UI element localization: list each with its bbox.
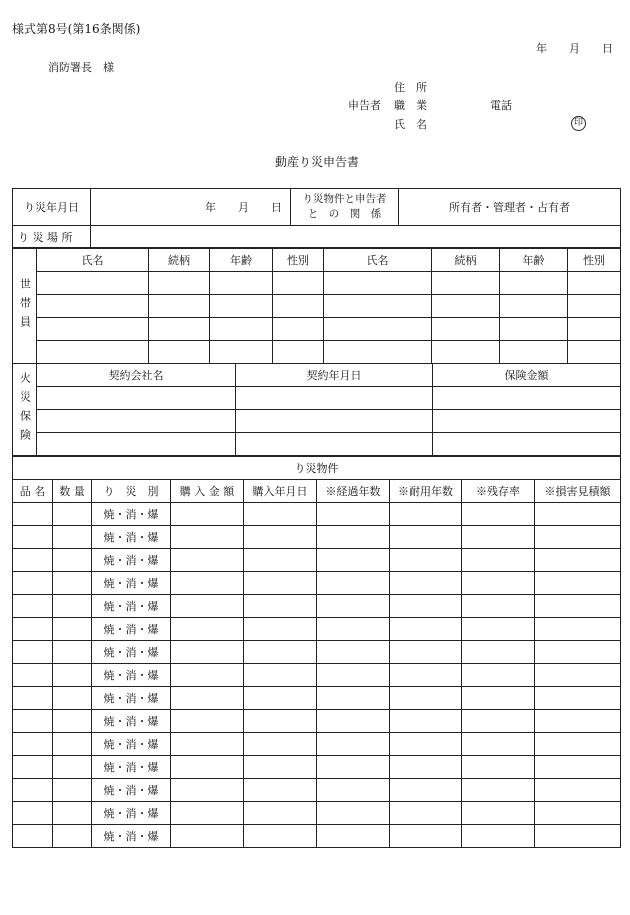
- household-cell[interactable]: [324, 318, 432, 341]
- household-cell[interactable]: [432, 272, 500, 295]
- household-cell[interactable]: [273, 318, 324, 341]
- insurance-row: [13, 433, 621, 456]
- items-cell[interactable]: [53, 572, 92, 595]
- items-cell[interactable]: [13, 664, 53, 687]
- items-row: [13, 526, 621, 549]
- household-cell[interactable]: [273, 341, 324, 364]
- items-cell[interactable]: [13, 825, 53, 848]
- damage-type-cell[interactable]: 焼・消・爆: [92, 526, 171, 549]
- items-cell[interactable]: [462, 641, 535, 664]
- household-cell[interactable]: [432, 295, 500, 318]
- household-cell[interactable]: [432, 318, 500, 341]
- items-cell[interactable]: [390, 825, 462, 848]
- items-cell[interactable]: [535, 572, 621, 595]
- declarant-label: 申告者: [348, 99, 381, 112]
- damage-type-cell[interactable]: 焼・消・爆: [92, 503, 171, 526]
- household-header: 性別: [568, 249, 621, 272]
- items-cell[interactable]: [535, 825, 621, 848]
- household-row: [13, 318, 621, 341]
- items-row: [13, 687, 621, 710]
- date-line: 年 月 日: [536, 42, 613, 55]
- items-cell[interactable]: [171, 503, 244, 526]
- items-cell[interactable]: [13, 641, 53, 664]
- household-cell[interactable]: [324, 272, 432, 295]
- items-cell[interactable]: [53, 503, 92, 526]
- items-cell[interactable]: [317, 572, 390, 595]
- items-cell[interactable]: [13, 710, 53, 733]
- items-cell[interactable]: [53, 595, 92, 618]
- address-label: 住 所: [394, 81, 427, 94]
- items-cell[interactable]: [390, 595, 462, 618]
- items-row: [13, 618, 621, 641]
- occupation-label: 職 業: [394, 99, 427, 112]
- damage-type-cell[interactable]: 焼・消・爆: [92, 618, 171, 641]
- addressee: 消防署長 様: [48, 61, 114, 74]
- household-cell[interactable]: [149, 318, 210, 341]
- damage-type-cell[interactable]: 焼・消・爆: [92, 641, 171, 664]
- items-section-title: り災物件: [13, 457, 621, 480]
- items-cell[interactable]: [53, 710, 92, 733]
- items-cell[interactable]: [171, 779, 244, 802]
- household-header: 続柄: [149, 249, 210, 272]
- items-cell[interactable]: [53, 526, 92, 549]
- items-cell[interactable]: [244, 526, 317, 549]
- items-cell[interactable]: [171, 641, 244, 664]
- items-cell[interactable]: [13, 779, 53, 802]
- relation-label-line1: り災物件と申告者: [302, 193, 387, 205]
- items-cell[interactable]: [244, 802, 317, 825]
- household-header: 氏名: [324, 249, 432, 272]
- items-cell[interactable]: [535, 618, 621, 641]
- insurance-cell[interactable]: [433, 387, 621, 410]
- items-cell[interactable]: [171, 687, 244, 710]
- items-cell[interactable]: [317, 526, 390, 549]
- items-cell[interactable]: [171, 549, 244, 572]
- household-header: 氏名: [37, 249, 149, 272]
- items-cell[interactable]: [171, 756, 244, 779]
- items-cell[interactable]: [244, 664, 317, 687]
- items-cell[interactable]: [317, 756, 390, 779]
- items-row: [13, 641, 621, 664]
- household-cell[interactable]: [324, 341, 432, 364]
- items-cell[interactable]: [244, 710, 317, 733]
- household-cell[interactable]: [568, 272, 621, 295]
- items-cell[interactable]: [317, 641, 390, 664]
- items-cell[interactable]: [244, 687, 317, 710]
- insurance-header: 契約年月日: [236, 364, 433, 387]
- items-row: [13, 572, 621, 595]
- items-header: ※残存率: [462, 480, 535, 503]
- insurance-cell[interactable]: [433, 433, 621, 456]
- items-cell[interactable]: [244, 641, 317, 664]
- relation-label-line2: と の 関 係: [307, 208, 382, 220]
- items-cell[interactable]: [317, 802, 390, 825]
- items-cell[interactable]: [244, 503, 317, 526]
- household-cell[interactable]: [500, 272, 568, 295]
- household-cell[interactable]: [149, 341, 210, 364]
- items-cell[interactable]: [462, 710, 535, 733]
- household-row: [13, 341, 621, 364]
- damage-type-cell[interactable]: 焼・消・爆: [92, 779, 171, 802]
- items-cell[interactable]: [317, 549, 390, 572]
- seal-mark: 印: [571, 116, 586, 131]
- relation-value[interactable]: 所有者・管理者・占有者: [399, 189, 621, 226]
- household-cell[interactable]: [568, 341, 621, 364]
- items-table: [12, 456, 621, 848]
- household-header: 年齢: [210, 249, 273, 272]
- items-cell[interactable]: [462, 733, 535, 756]
- household-cell[interactable]: [210, 341, 273, 364]
- items-cell[interactable]: [53, 641, 92, 664]
- household-cell[interactable]: [432, 341, 500, 364]
- items-cell[interactable]: [535, 503, 621, 526]
- items-cell[interactable]: [535, 664, 621, 687]
- items-cell[interactable]: [13, 595, 53, 618]
- items-cell[interactable]: [390, 802, 462, 825]
- items-cell[interactable]: [53, 779, 92, 802]
- items-cell[interactable]: [13, 618, 53, 641]
- items-cell[interactable]: [462, 618, 535, 641]
- items-cell[interactable]: [535, 687, 621, 710]
- insurance-cell[interactable]: [37, 387, 236, 410]
- items-cell[interactable]: [53, 549, 92, 572]
- household-header: 年齢: [500, 249, 568, 272]
- items-row: [13, 756, 621, 779]
- damage-type-cell[interactable]: 焼・消・爆: [92, 549, 171, 572]
- household-cell[interactable]: [273, 272, 324, 295]
- items-cell[interactable]: [244, 779, 317, 802]
- items-cell[interactable]: [390, 687, 462, 710]
- items-cell[interactable]: [317, 618, 390, 641]
- household-table: [12, 248, 621, 364]
- disaster-date-value[interactable]: 年 月 日: [91, 189, 291, 226]
- household-cell[interactable]: [500, 318, 568, 341]
- items-cell[interactable]: [13, 687, 53, 710]
- insurance-label: 火災保険: [13, 364, 37, 456]
- damage-type-cell[interactable]: 焼・消・爆: [92, 710, 171, 733]
- items-cell[interactable]: [171, 825, 244, 848]
- items-cell[interactable]: [244, 825, 317, 848]
- household-cell[interactable]: [210, 295, 273, 318]
- items-cell[interactable]: [390, 526, 462, 549]
- household-cell[interactable]: [568, 318, 621, 341]
- items-cell[interactable]: [53, 687, 92, 710]
- household-row: [13, 272, 621, 295]
- items-header: 品 名: [13, 480, 53, 503]
- items-cell[interactable]: [171, 664, 244, 687]
- items-cell[interactable]: [462, 664, 535, 687]
- household-cell[interactable]: [37, 341, 149, 364]
- disaster-info-table: [12, 188, 621, 248]
- items-cell[interactable]: [244, 595, 317, 618]
- items-cell[interactable]: [462, 687, 535, 710]
- items-cell[interactable]: [317, 825, 390, 848]
- items-cell[interactable]: [171, 618, 244, 641]
- items-cell[interactable]: [13, 572, 53, 595]
- items-row: [13, 825, 621, 848]
- items-cell[interactable]: [13, 503, 53, 526]
- items-cell[interactable]: [390, 549, 462, 572]
- items-cell[interactable]: [53, 825, 92, 848]
- items-cell[interactable]: [171, 802, 244, 825]
- items-cell[interactable]: [171, 733, 244, 756]
- items-header: 購 入 金 額: [171, 480, 244, 503]
- disaster-place-label: り 災 場 所: [13, 226, 91, 248]
- items-cell[interactable]: [390, 641, 462, 664]
- insurance-cell[interactable]: [236, 387, 433, 410]
- items-cell[interactable]: [244, 733, 317, 756]
- items-cell[interactable]: [535, 549, 621, 572]
- items-cell[interactable]: [535, 595, 621, 618]
- items-header: 購入年月日: [244, 480, 317, 503]
- items-cell[interactable]: [317, 595, 390, 618]
- items-cell[interactable]: [390, 779, 462, 802]
- items-row: [13, 779, 621, 802]
- items-cell[interactable]: [171, 572, 244, 595]
- seal-icon: [571, 115, 586, 131]
- items-cell[interactable]: [53, 618, 92, 641]
- household-cell[interactable]: [210, 272, 273, 295]
- items-header: ※経過年数: [317, 480, 390, 503]
- items-cell[interactable]: [462, 756, 535, 779]
- items-row: [13, 710, 621, 733]
- items-cell[interactable]: [171, 526, 244, 549]
- items-cell[interactable]: [244, 618, 317, 641]
- items-cell[interactable]: [53, 664, 92, 687]
- items-header: ※耐用年数: [390, 480, 462, 503]
- items-row: [13, 733, 621, 756]
- items-row: [13, 595, 621, 618]
- items-cell[interactable]: [462, 825, 535, 848]
- items-row: [13, 664, 621, 687]
- household-cell[interactable]: [500, 295, 568, 318]
- items-cell[interactable]: [390, 710, 462, 733]
- household-cell[interactable]: [149, 272, 210, 295]
- items-cell[interactable]: [535, 756, 621, 779]
- household-header: 続柄: [432, 249, 500, 272]
- insurance-row: [13, 410, 621, 433]
- household-row: [13, 295, 621, 318]
- items-header: ※損害見積額: [535, 480, 621, 503]
- household-label: 世帯員: [13, 249, 37, 364]
- name-label: 氏 名: [394, 118, 427, 131]
- insurance-cell[interactable]: [236, 433, 433, 456]
- items-cell[interactable]: [535, 526, 621, 549]
- items-cell[interactable]: [390, 664, 462, 687]
- items-cell[interactable]: [390, 733, 462, 756]
- household-cell[interactable]: [568, 295, 621, 318]
- items-cell[interactable]: [535, 710, 621, 733]
- damage-type-cell[interactable]: 焼・消・爆: [92, 687, 171, 710]
- household-cell[interactable]: [324, 295, 432, 318]
- items-cell[interactable]: [317, 687, 390, 710]
- items-row: [13, 802, 621, 825]
- items-cell[interactable]: [13, 549, 53, 572]
- damage-type-cell[interactable]: 焼・消・爆: [92, 756, 171, 779]
- items-cell[interactable]: [462, 503, 535, 526]
- items-row: [13, 549, 621, 572]
- disaster-date-label: り災年月日: [13, 189, 91, 226]
- insurance-table: [12, 363, 621, 456]
- household-cell[interactable]: [37, 295, 149, 318]
- household-cell[interactable]: [273, 295, 324, 318]
- household-cell[interactable]: [500, 341, 568, 364]
- items-cell[interactable]: [13, 802, 53, 825]
- items-cell[interactable]: [244, 572, 317, 595]
- insurance-cell[interactable]: [433, 410, 621, 433]
- items-cell[interactable]: [53, 802, 92, 825]
- items-row: [13, 503, 621, 526]
- items-cell[interactable]: [462, 549, 535, 572]
- damage-type-cell[interactable]: 焼・消・爆: [92, 802, 171, 825]
- insurance-cell[interactable]: [37, 433, 236, 456]
- items-cell[interactable]: [171, 710, 244, 733]
- items-cell[interactable]: [171, 595, 244, 618]
- items-cell[interactable]: [462, 802, 535, 825]
- household-cell[interactable]: [37, 272, 149, 295]
- items-cell[interactable]: [462, 572, 535, 595]
- items-cell[interactable]: [535, 733, 621, 756]
- insurance-cell[interactable]: [236, 410, 433, 433]
- items-cell[interactable]: [462, 526, 535, 549]
- items-cell[interactable]: [317, 733, 390, 756]
- items-cell[interactable]: [13, 733, 53, 756]
- items-cell[interactable]: [535, 802, 621, 825]
- items-cell[interactable]: [535, 641, 621, 664]
- items-cell[interactable]: [317, 503, 390, 526]
- items-cell[interactable]: [244, 549, 317, 572]
- items-cell[interactable]: [535, 779, 621, 802]
- items-cell[interactable]: [13, 526, 53, 549]
- insurance-header: 契約会社名: [37, 364, 236, 387]
- damage-type-cell[interactable]: 焼・消・爆: [92, 664, 171, 687]
- items-cell[interactable]: [462, 595, 535, 618]
- items-cell[interactable]: [317, 664, 390, 687]
- insurance-header: 保険金額: [433, 364, 621, 387]
- items-cell[interactable]: [390, 618, 462, 641]
- household-cell[interactable]: [37, 318, 149, 341]
- items-cell[interactable]: [390, 756, 462, 779]
- document-title: 動産り災申告書: [275, 155, 360, 169]
- damage-type-cell[interactable]: 焼・消・爆: [92, 825, 171, 848]
- phone-label: 電話: [490, 99, 512, 112]
- items-cell[interactable]: [13, 756, 53, 779]
- insurance-row: [13, 387, 621, 410]
- damage-type-cell[interactable]: 焼・消・爆: [92, 595, 171, 618]
- items-cell[interactable]: [390, 503, 462, 526]
- insurance-cell[interactable]: [37, 410, 236, 433]
- items-cell[interactable]: [317, 710, 390, 733]
- damage-type-cell[interactable]: 焼・消・爆: [92, 572, 171, 595]
- damage-type-cell[interactable]: 焼・消・爆: [92, 733, 171, 756]
- disaster-place-value[interactable]: [91, 226, 621, 248]
- items-header: 数 量: [53, 480, 92, 503]
- items-header: り 災 別: [92, 480, 171, 503]
- items-cell[interactable]: [317, 779, 390, 802]
- household-cell[interactable]: [149, 295, 210, 318]
- household-header: 性別: [273, 249, 324, 272]
- form-number: 様式第8号(第16条関係): [12, 22, 141, 36]
- items-cell[interactable]: [53, 733, 92, 756]
- household-cell[interactable]: [210, 318, 273, 341]
- items-cell[interactable]: [244, 756, 317, 779]
- items-cell[interactable]: [462, 779, 535, 802]
- relation-label: [291, 189, 399, 226]
- items-cell[interactable]: [53, 756, 92, 779]
- items-cell[interactable]: [390, 572, 462, 595]
